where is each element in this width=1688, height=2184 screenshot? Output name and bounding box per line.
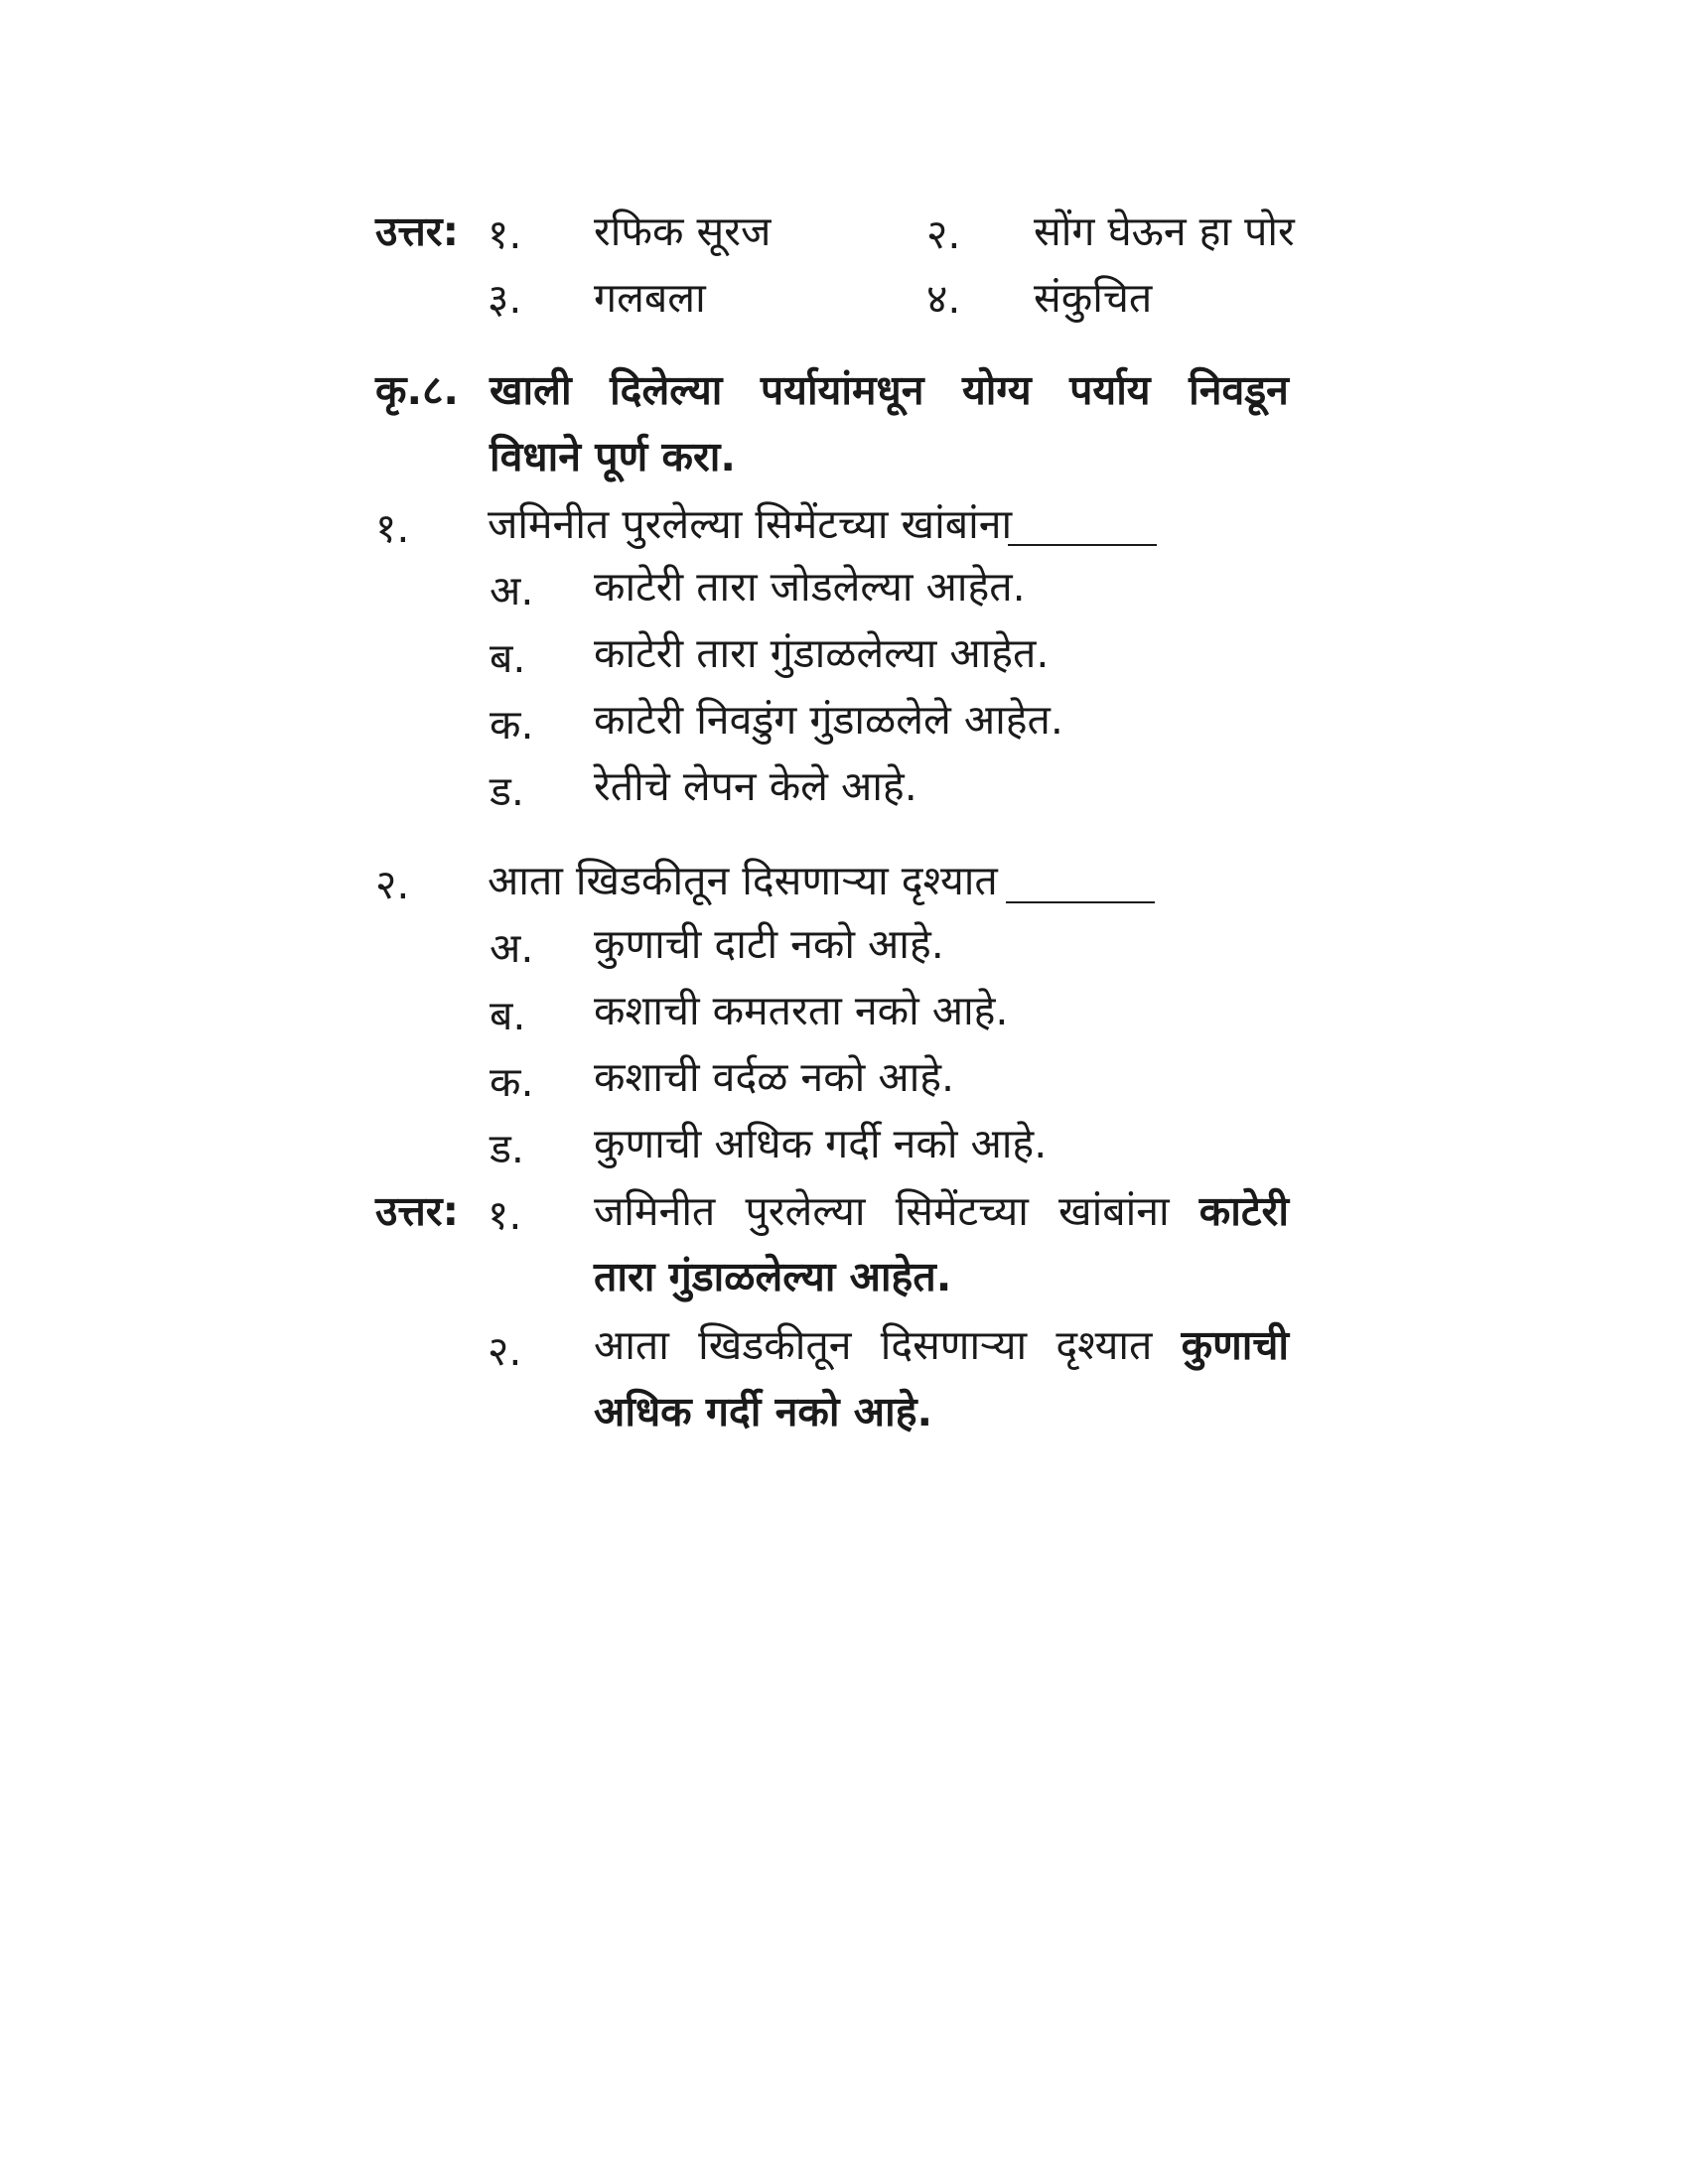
- option-text: कुणाची दाटी नको आहे.: [594, 920, 944, 968]
- option-letter: ब.: [490, 992, 526, 1039]
- answer-word: आता: [594, 1321, 669, 1369]
- answer-item-num: १.: [488, 1191, 522, 1239]
- answer-label: उत्तर:: [375, 1187, 459, 1235]
- heading-word: खाली: [490, 366, 572, 414]
- answer-line-bold: अधिक गर्दी नको आहे.: [594, 1388, 933, 1435]
- answer-item-num: ३.: [488, 275, 522, 323]
- answer-item-num: १.: [488, 210, 522, 258]
- option-letter: ड.: [490, 1125, 524, 1172]
- option-text: काटेरी तारा गुंडाळलेल्या आहेत.: [594, 629, 1050, 677]
- question-number: कृ.८.: [375, 366, 459, 414]
- answer-line: [594, 1187, 1289, 1235]
- answer-item-num: ४.: [926, 275, 961, 323]
- answer-word: खिडकीतून: [698, 1321, 852, 1369]
- answer-item-num: २.: [488, 1327, 522, 1375]
- answer-item-text: संकुचित: [1034, 274, 1153, 322]
- option-text: काटेरी तारा जोडलेल्या आहेत.: [594, 563, 1026, 611]
- answer-line-bold: तारा गुंडाळलेल्या आहेत.: [594, 1253, 952, 1300]
- answer-word: दृश्यात: [1055, 1321, 1153, 1369]
- question-heading-line2: विधाने पूर्ण करा.: [490, 433, 736, 480]
- option-text: काटेरी निवडुंग गुंडाळलेले आहेत.: [594, 696, 1063, 744]
- subquestion-stem: आता खिडकीतून दिसणाऱ्या दृश्यात: [488, 857, 998, 904]
- heading-word: दिलेल्या: [610, 366, 723, 414]
- heading-word: पर्याय: [1069, 366, 1151, 414]
- option-text: कुणाची अधिक गर्दी नको आहे.: [594, 1120, 1048, 1167]
- answer-item-text: रफिक सूरज: [594, 207, 772, 255]
- answer-line: [594, 1321, 1289, 1369]
- heading-word: निवडून: [1189, 366, 1289, 414]
- answer-item-num: २.: [926, 210, 961, 258]
- answer-word: दिसणाऱ्या: [880, 1321, 1028, 1369]
- option-letter: क.: [490, 701, 534, 749]
- answer-word: पुरलेल्या: [745, 1187, 866, 1235]
- option-letter: अ.: [490, 567, 534, 614]
- question-heading-line1: [490, 366, 1289, 414]
- answer-word: सिमेंटच्या: [895, 1187, 1029, 1235]
- answer-item-text: सोंग घेऊन हा पोर: [1034, 207, 1295, 255]
- answer-word: खांबांना: [1058, 1187, 1170, 1235]
- heading-word: पर्यायांमधून: [760, 366, 924, 414]
- subquestion-number: १.: [375, 504, 410, 552]
- option-letter: ड.: [490, 767, 524, 815]
- option-text: कशाची कमतरता नको आहे.: [594, 987, 1009, 1034]
- subquestion-number: २.: [375, 861, 410, 908]
- answer-word-bold: कुणाची: [1181, 1321, 1289, 1369]
- fill-in-blank: [1008, 544, 1157, 546]
- fill-in-blank: [1006, 901, 1155, 903]
- heading-word: योग्य: [961, 366, 1032, 414]
- answer-label: उत्तर:: [375, 207, 459, 255]
- option-letter: ब.: [490, 634, 526, 682]
- option-letter: अ.: [490, 924, 534, 972]
- answer-item-text: गलबला: [594, 274, 706, 322]
- option-text: कशाची वर्दळ नको आहे.: [594, 1053, 955, 1101]
- option-letter: क.: [490, 1058, 534, 1106]
- subquestion-stem: जमिनीत पुरलेल्या सिमेंटच्या खांबांना: [488, 500, 1013, 548]
- answer-word: जमिनीत: [594, 1187, 716, 1235]
- answer-word-bold: काटेरी: [1198, 1187, 1289, 1235]
- option-text: रेतीचे लेपन केले आहे.: [594, 762, 917, 810]
